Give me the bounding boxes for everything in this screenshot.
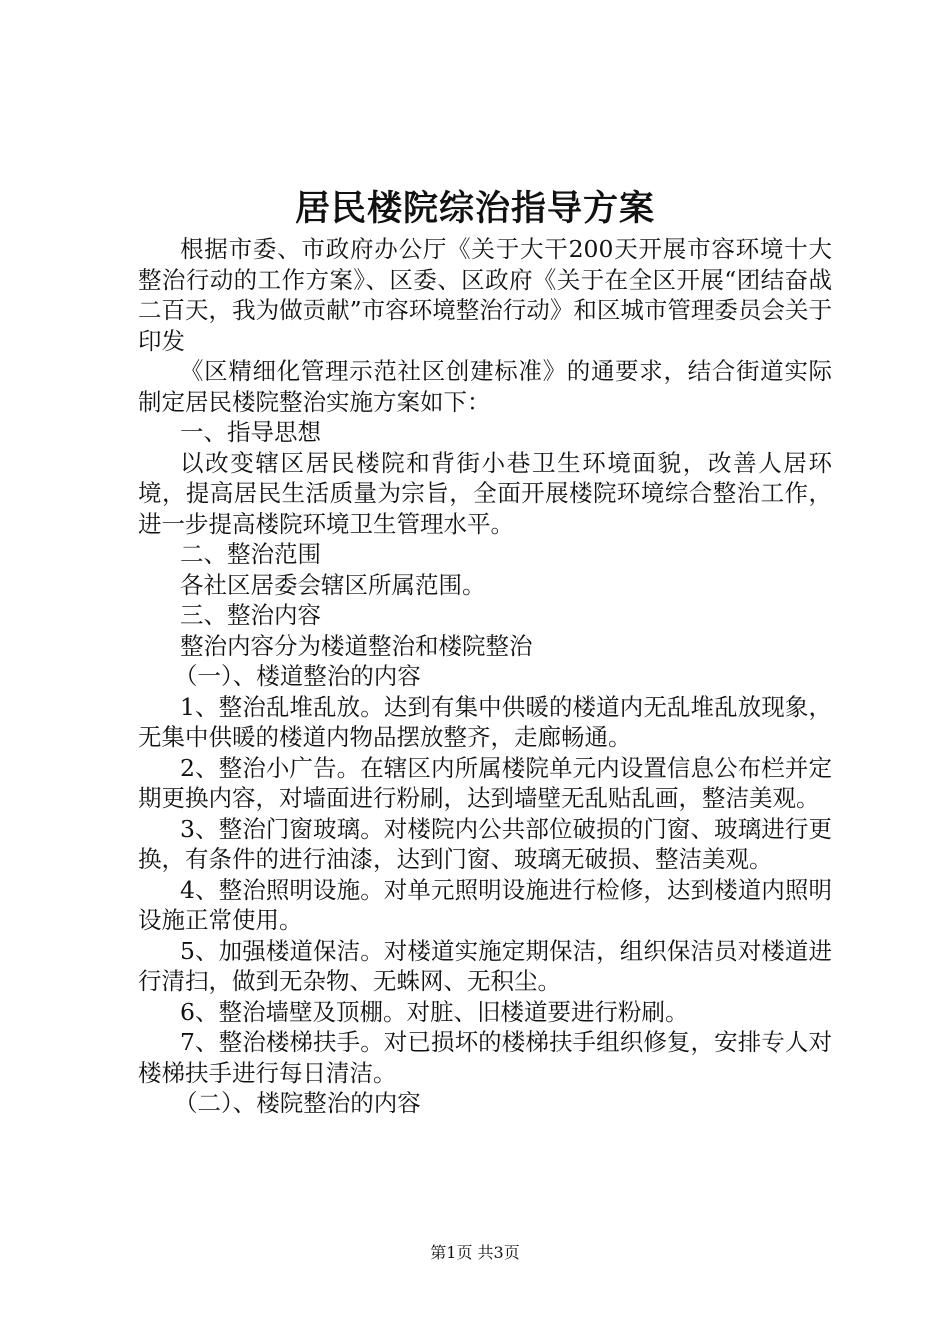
list-item: 5、加强楼道保洁。对楼道实施定期保洁，组织保洁员对楼道进行清扫，做到无杂物、无蛛网、无积尘。 (138, 936, 832, 995)
section-heading-guiding-idea: 一、指导思想 (180, 418, 321, 446)
list-item: 1、整治乱堆乱放。达到有集中供暖的楼道内无乱堆乱放现象，无集中供暖的楼道内物品摆放整齐，走廊畅通。 (138, 692, 832, 751)
page-footer: 第1页 共3页 (430, 1243, 520, 1262)
subsection-heading-corridor: （一）、楼道整治的内容 (174, 662, 421, 690)
paragraph-guiding-idea: 以改变辖区居民楼院和背街小巷卫生环境面貌，改善人居环境，提高居民生活质量为宗旨，全面开展楼院环境综合整治工作，进一步提高楼院环境卫生管理水平。 (138, 448, 832, 538)
section-heading-content: 三、整治内容 (180, 601, 321, 629)
list-item: 3、整治门窗玻璃。对楼院内公共部位破损的门窗、玻璃进行更换，有条件的进行油漆，达到门窗、玻璃无破损、整洁美观。 (138, 814, 832, 873)
paragraph-scope: 各社区居委会辖区所属范围。 (180, 570, 486, 599)
list-item: 4、整治照明设施。对单元照明设施进行检修，达到楼道内照明设施正常使用。 (138, 875, 832, 934)
document-title: 居民楼院综治指导方案 (294, 188, 655, 229)
list-item: 7、整治楼梯扶手。对已损坏的楼梯扶手组织修复，安排专人对楼梯扶手进行每日清洁。 (138, 1028, 832, 1087)
list-item: 2、整治小广告。在辖区内所属楼院单元内设置信息公布栏并定期更换内容，对墙面进行粉刷，达到墙壁无乱贴乱画，整洁美观。 (138, 753, 832, 812)
paragraph-intro-continued: 《区精细化管理示范社区创建标准》的通要求，结合街道实际制定居民楼院整治实施方案如下： (138, 357, 832, 416)
paragraph-content: 整治内容分为楼道整治和楼院整治 (180, 631, 533, 660)
document-body (138, 234, 832, 1119)
list-item: 6、整治墙壁及顶棚。对脏、旧楼道要进行粉刷。 (180, 997, 689, 1026)
subsection-heading-courtyard: （二）、楼院整治的内容 (174, 1089, 421, 1117)
paragraph-intro: 根据市委、市政府办公厅《关于大干200天开展市容环境十大整治行动的工作方案》、区委、区政府《关于在全区开展“团结奋战二百天，我为做贡献”市容环境整治行动》和区城市管理委员会关于印发 (138, 235, 832, 355)
section-heading-scope: 二、整治范围 (180, 540, 321, 568)
